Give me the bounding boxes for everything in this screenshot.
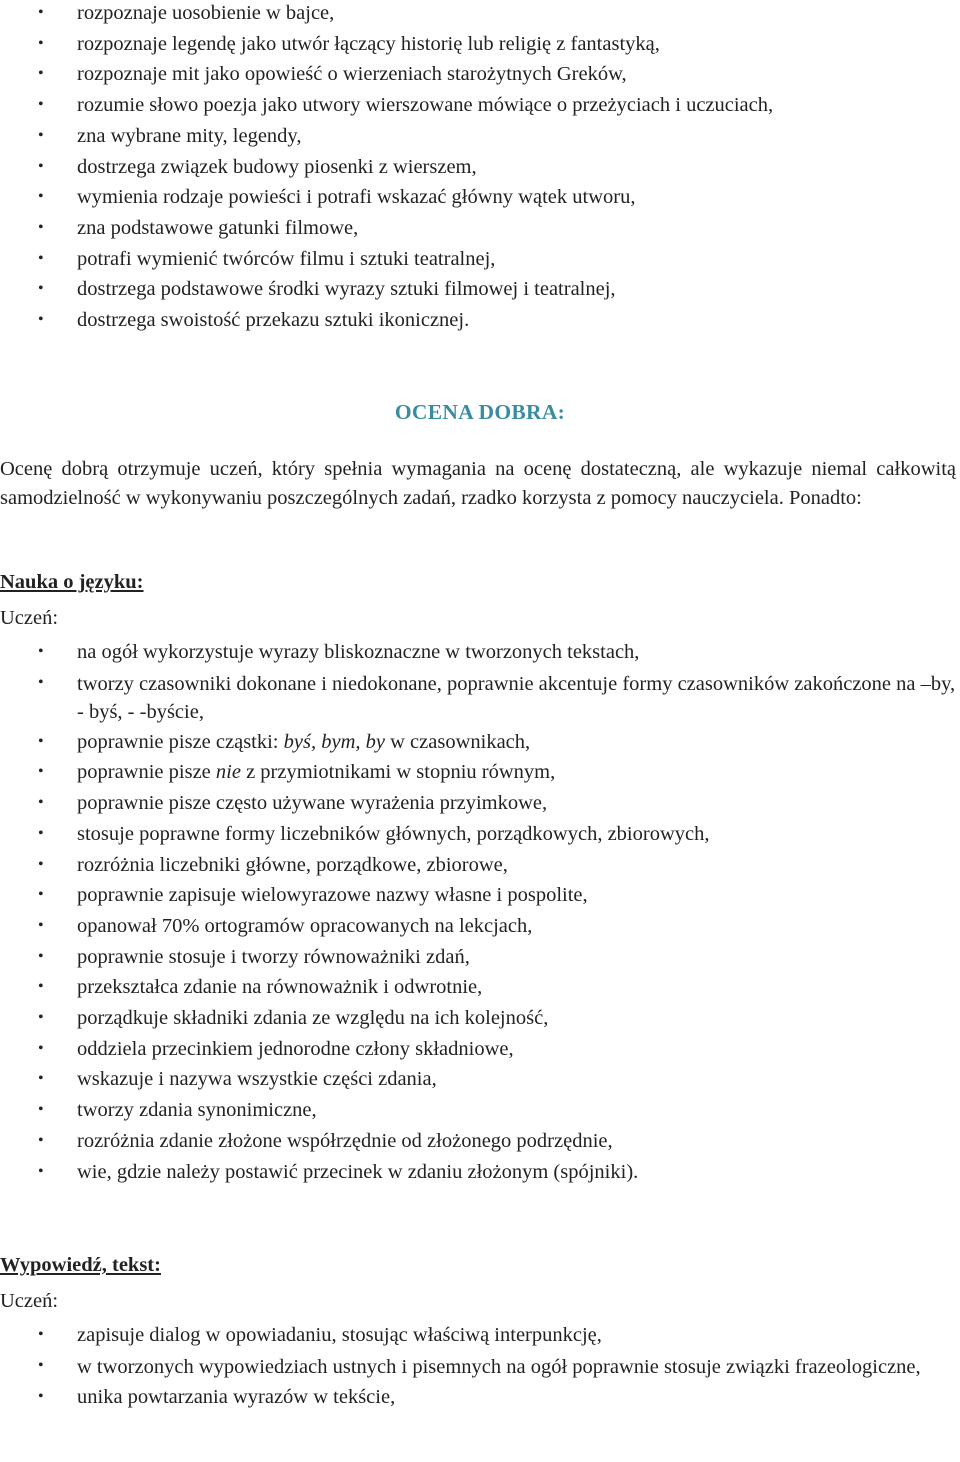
grade-heading: OCENA DOBRA:: [394, 400, 566, 424]
bullet-icon: •: [38, 855, 44, 873]
bullet-icon: •: [38, 673, 44, 691]
section-title-nauka: Nauka o języku:: [0, 571, 144, 593]
bullet-icon: •: [38, 157, 44, 175]
list-item: • poprawnie stosuje i tworzy równoważniki zdań,: [0, 942, 960, 973]
list-item: • na ogół wykorzystuje wyrazy bliskoznaczne w tworzonych tekstach,: [0, 637, 960, 668]
uczen-label: Uczeń:: [0, 1290, 59, 1312]
list-item: • tworzy czasowniki dokonane i niedokonane, poprawnie akcentuje formy czasowników zakończone na –by, - byś, - -byście,: [0, 668, 960, 727]
bullet-icon: •: [38, 280, 44, 298]
bullet-icon: •: [38, 218, 44, 236]
top-bullet-list: [0, 0, 960, 336]
list-item: • stosuje poprawne formy liczebników głównych, porządkowych, zbiorowych,: [0, 819, 960, 850]
section-title-wypowiedz: Wypowiedź, tekst:: [0, 1254, 161, 1276]
bullet-icon: •: [38, 311, 44, 329]
list-item: • tworzy zdania synonimiczne,: [0, 1095, 960, 1126]
bullet-icon: •: [38, 1009, 44, 1027]
bullet-icon: •: [38, 947, 44, 965]
bullet-icon: •: [38, 126, 44, 144]
bullet-icon: •: [38, 978, 44, 996]
list-item: • opanował 70% ortogramów opracowanych na lekcjach,: [0, 911, 960, 942]
list-item: • dostrzega związek budowy piosenki z wierszem,: [0, 152, 960, 183]
bullet-icon: •: [38, 1356, 44, 1374]
list-item: • dostrzega swoistość przekazu sztuki ikonicznej.: [0, 305, 960, 336]
list-item: • porządkuje składniki zdania ze względu na ich kolejność,: [0, 1003, 960, 1034]
list-item: • rozpoznaje uosobienie w bajce,: [0, 0, 960, 29]
list-item: • rozróżnia liczebniki główne, porządkowe, zbiorowe,: [0, 850, 960, 881]
list-item: • rozumie słowo poezja jako utwory wierszowane mówiące o przeżyciach i uczuciach,: [0, 90, 960, 121]
bullet-icon: •: [38, 65, 44, 83]
bullet-icon: •: [38, 96, 44, 114]
bullet-icon: •: [38, 824, 44, 842]
list-item: • wskazuje i nazywa wszystkie części zdania,: [0, 1064, 960, 1095]
list-item: • unika powtarzania wyrazów w tekście,: [0, 1382, 960, 1413]
bullet-icon: •: [38, 732, 44, 750]
bullet-icon: •: [38, 1387, 44, 1405]
intro-paragraph: Ocenę dobrą otrzymuje uczeń, który spełnia wymagania na ocenę dostateczną, ale wykazuje niemal całkowitą samodzielność w wykonywaniu poszczególnych zadań, rzadko korzysta z pomocy nauczyciela. Ponadto:: [0, 458, 956, 509]
list-item: • rozróżnia zdanie złożone współrzędnie od złożonego podrzędnie,: [0, 1126, 960, 1157]
list-item: • w tworzonych wypowiedziach ustnych i pisemnych na ogół poprawnie stosuje związki frazeologiczne,: [0, 1351, 960, 1382]
bullet-icon: •: [38, 1101, 44, 1119]
uczen-label: Uczeń:: [0, 607, 59, 629]
bullet-icon: •: [38, 916, 44, 934]
bullet-icon: •: [38, 1039, 44, 1057]
wypowiedz-section: [0, 1250, 960, 1412]
bullet-icon: •: [38, 794, 44, 812]
bullet-icon: •: [38, 763, 44, 781]
list-item: • zna wybrane mity, legendy,: [0, 121, 960, 152]
list-item: • poprawnie pisze nie z przymiotnikami w stopniu równym,: [0, 757, 960, 788]
list-item: • dostrzega podstawowe środki wyrazy sztuki filmowej i teatralnej,: [0, 274, 960, 305]
bullet-icon: •: [38, 643, 44, 660]
bullet-icon: •: [38, 886, 44, 904]
bullet-icon: •: [38, 1131, 44, 1149]
list-item: • zapisuje dialog w opowiadaniu, stosując właściwą interpunkcję,: [0, 1320, 960, 1351]
list-item: • rozpoznaje legendę jako utwór łączący historię lub religię z fantastyką,: [0, 29, 960, 60]
list-item: • oddziela przecinkiem jednorodne człony składniowe,: [0, 1034, 960, 1065]
list-item: • poprawnie pisze często używane wyrażenia przyimkowe,: [0, 788, 960, 819]
bullet-icon: •: [38, 1326, 44, 1343]
bullet-icon: •: [38, 34, 44, 52]
list-item: • wie, gdzie należy postawić przecinek w zdaniu złożonym (spójniki).: [0, 1157, 960, 1188]
list-item: • poprawnie pisze cząstki: byś, bym, by w czasownikach,: [0, 727, 960, 758]
bullet-icon: •: [38, 4, 44, 21]
list-item: • przekształca zdanie na równoważnik i odwrotnie,: [0, 972, 960, 1003]
list-item: • wymienia rodzaje powieści i potrafi wskazać główny wątek utworu,: [0, 182, 960, 213]
bullet-icon: •: [38, 1162, 44, 1180]
nauka-bullet-list: [0, 637, 960, 1187]
bullet-icon: •: [38, 188, 44, 206]
list-item: • rozpoznaje mit jako opowieść o wierzeniach starożytnych Greków,: [0, 59, 960, 90]
nauka-section: [0, 567, 960, 1187]
bullet-icon: •: [38, 1070, 44, 1088]
list-item: • zna podstawowe gatunki filmowe,: [0, 213, 960, 244]
list-item: • poprawnie zapisuje wielowyrazowe nazwy własne i pospolite,: [0, 880, 960, 911]
list-item: • potrafi wymienić twórców filmu i sztuki teatralnej,: [0, 244, 960, 275]
wypowiedz-bullet-list: [0, 1320, 960, 1412]
bullet-icon: •: [38, 249, 44, 267]
